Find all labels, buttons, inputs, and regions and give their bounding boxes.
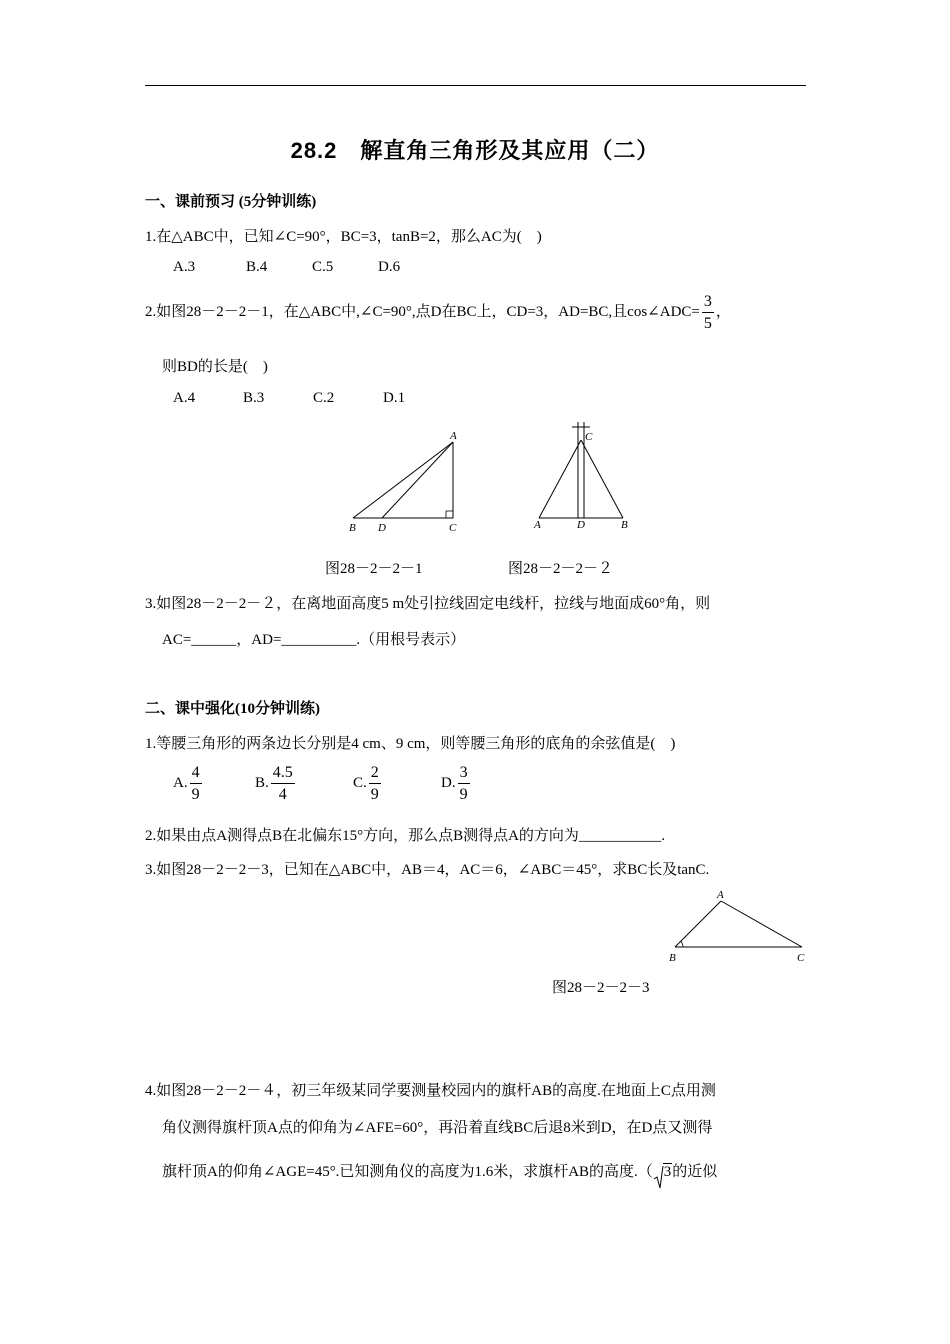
fig2-wire-ac	[539, 440, 581, 518]
fig1-label-c: C	[449, 522, 457, 534]
sqrt-radical-icon	[653, 1164, 664, 1190]
s2-q1-option-d	[441, 763, 472, 804]
s1-q3-line2: AC=______，AD=__________.（用根号表示）	[162, 632, 466, 648]
fig3-label-c: C	[797, 952, 805, 964]
s2-q1-option-b-label: B.	[255, 775, 269, 792]
fig3-segment-ab	[675, 901, 721, 947]
fig1-caption: 图28－2－2－1	[325, 561, 423, 577]
fig1-segment-ad	[382, 442, 453, 518]
s2-q1-option-b-fraction	[271, 763, 295, 804]
fig3-caption: 图28－2－2－3	[552, 980, 650, 996]
s1-q2-option-a: A.4	[173, 390, 196, 406]
fig3-label-a: A	[717, 889, 724, 901]
s1-q1-text: 1.在△ABC中，已知∠C=90°，BC=3，tanB=2，那么AC为( )	[145, 229, 542, 245]
s1-q2-line1	[145, 292, 731, 333]
s2-q1-option-d-fraction	[458, 763, 470, 804]
fig1-label-a: A	[450, 430, 457, 442]
fig3-label-b: B	[669, 952, 676, 964]
s1-q1-options	[173, 259, 400, 276]
s2-q1-option-a-fraction	[190, 763, 202, 804]
s2-q1-option-c-label: C.	[353, 775, 367, 792]
s1-q1-option-c: C.5	[312, 259, 334, 275]
s2-q1-option-c-den: 9	[370, 786, 379, 804]
s2-q1-option-a-den: 9	[191, 786, 200, 804]
fig3-angle-b-mark	[681, 941, 683, 947]
s2-q4-line2: 角仪测得旗杆顶A点的仰角为∠AFE=60°，再沿着直线BC后退8米到D，在D点又测得	[162, 1120, 713, 1136]
s1-q1-option-a: A.3	[173, 259, 196, 275]
s1-q2-frac-num: 3	[702, 292, 714, 313]
figure-28-2-2-1	[340, 425, 470, 535]
s2-q1-options	[173, 763, 472, 804]
figure-28-2-2-2	[525, 418, 640, 536]
s1-q2-frac-den: 5	[703, 315, 712, 333]
fig2-label-a: A	[534, 519, 541, 531]
section1-heading: 一、课前预习 (5分钟训练)	[145, 194, 317, 210]
s2-q1-option-d-num: 3	[458, 763, 470, 784]
figure-28-2-2-3	[662, 887, 812, 967]
s1-q2-options	[173, 390, 405, 407]
fig2-label-d: D	[577, 519, 585, 531]
s2-q1-option-c-num: 2	[369, 763, 381, 784]
s2-q1-option-c-fraction	[369, 763, 381, 804]
s2-q1-option-a	[173, 763, 255, 804]
s1-q2-option-b: B.3	[243, 390, 265, 406]
fig1-right-angle-mark	[446, 511, 453, 518]
s1-q2-fraction	[702, 292, 714, 333]
s2-q2-text: 2.如果由点A测得点B在北偏东15°方向，那么点B测得点A的方向为___________.	[145, 828, 666, 844]
s1-q2-option-d: D.1	[383, 390, 406, 406]
s2-q4-sqrt	[653, 1164, 673, 1181]
s1-q2-text: 2.如图28－2－2－1，在△ABC中,∠C=90°,点D在BC上，CD=3，AD=BC,且cos∠ADC=	[145, 304, 700, 321]
s1-q1-option-b: B.4	[246, 259, 268, 275]
page-title: 28.2 解直角三角形及其应用（二）	[290, 138, 660, 163]
header-rule	[145, 85, 806, 86]
fig2-label-b: B	[621, 519, 628, 531]
fig1-label-d: D	[378, 522, 386, 534]
s2-q1-option-d-label: D.	[441, 775, 456, 792]
s2-q4-text: 旗杆顶A的仰角∠AGE=45°.已知测角仪的高度为1.6米，求旗杆AB的高度.（	[162, 1164, 653, 1180]
s2-q1-option-c	[353, 763, 441, 804]
s2-q1-option-d-den: 9	[459, 786, 468, 804]
s2-q1-option-a-num: 4	[190, 763, 202, 784]
s2-q4-line1: 4.如图28－2－2－４，初三年级某同学要测量校园内的旗杆AB的高度.在地面上C点用测	[145, 1083, 716, 1099]
fig3-segment-ac	[721, 901, 802, 947]
fig1-label-b: B	[349, 522, 356, 534]
s1-q3-line1: 3.如图28－2－2－２，在离地面高度5 m处引拉线固定电线杆，拉线与地面成60°角，则	[145, 596, 711, 612]
s2-q1-option-b-den: 4	[278, 786, 287, 804]
s2-q1-option-a-label: A.	[173, 775, 188, 792]
s1-q2-text-after: ，	[715, 304, 731, 321]
s2-q4-text-after: 的近似	[672, 1164, 718, 1180]
s2-q4-line3	[162, 1160, 717, 1181]
s2-q1-text: 1.等腰三角形的两条边长分别是4 cm、9 cm，则等腰三角形的底角的余弦值是( )	[145, 736, 676, 752]
s2-q4-sqrt-value: 3	[663, 1164, 672, 1180]
s1-q2-line2: 则BD的长是( )	[162, 359, 268, 375]
s1-q2-option-c: C.2	[313, 390, 335, 406]
fig2-label-c: C	[585, 431, 593, 443]
section2-heading: 二、课中强化(10分钟训练)	[145, 701, 320, 717]
s2-q3-text: 3.如图28－2－2－3，已知在△ABC中，AB＝4，AC＝6，∠ABC＝45°，求BC长及tanC.	[145, 862, 710, 878]
s2-q1-option-b-num: 4.5	[271, 763, 295, 784]
s1-q1-option-d: D.6	[378, 259, 401, 275]
fig1-segment-ab	[353, 442, 453, 518]
fig2-caption: 图28－2－2－２	[508, 561, 614, 577]
s2-q1-option-b	[255, 763, 353, 804]
fig2-wire-bc	[581, 440, 623, 518]
